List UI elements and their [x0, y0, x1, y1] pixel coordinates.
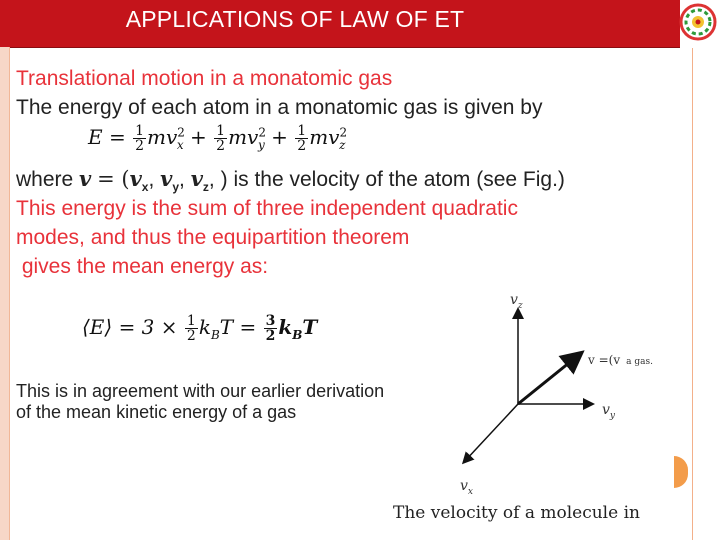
label-vz: $v_z$	[510, 292, 523, 311]
velocity-vector	[518, 354, 580, 404]
equipartition-line-1: This energy is the sum of three independent quadratic	[16, 197, 518, 220]
institution-logo-icon	[676, 0, 720, 48]
eq2-frac-a: $\frac{1}{2}$	[186, 313, 196, 344]
slide-header	[0, 0, 680, 48]
label-vy: $v_y$	[602, 402, 616, 421]
intro-line: The energy of each atom in a monatomic gas is given by	[16, 96, 543, 119]
agreement-line-1: This is in agreement with our earlier derivation	[16, 381, 385, 401]
equipartition-line-2: modes, and thus the equipartition theorem	[16, 226, 410, 249]
left-decorative-strip	[0, 47, 10, 540]
label-vx: $v_x$	[460, 478, 473, 497]
section-heading: Translational motion in a monatomic gas	[16, 67, 393, 90]
energy-equation: E = $\frac{1}{2}$ $mv^2_x$ + $\frac{1}{2}$ $mv^2_y$ + $\frac{1}{2}$ $mv^2_z$	[88, 123, 348, 154]
figure-caption: The velocity of a molecule in	[393, 503, 640, 523]
mean-energy-equation: ⟨E⟩ = 3 × $\frac{1}{2}$ $k_BT$ = $\frac{3}{2}$ $k_BT$	[82, 313, 318, 344]
eq1-frac-b: $\frac{1}{2}$	[216, 123, 226, 154]
x-axis	[464, 404, 518, 462]
eq2-frac-b: $\frac{3}{2}$	[265, 313, 276, 344]
equipartition-line-3: gives the mean energy as:	[16, 255, 269, 278]
vector-label: v =(v a gas.	[588, 353, 653, 367]
eq1-lhs: E =	[88, 125, 126, 149]
eq1-frac-a: $\frac{1}{2}$	[135, 123, 144, 154]
eq1-frac-c: $\frac{1}{2}$	[297, 123, 307, 154]
velocity-definition: where $v = (v_x$, $v_y$, $v_z$, ) is the velocity of the atom (see Fig.)	[16, 166, 565, 195]
agreement-text	[16, 381, 384, 423]
agreement-line-2: of the mean kinetic energy of a gas	[16, 402, 297, 422]
velocity-diagram	[440, 284, 680, 540]
right-border-line	[692, 48, 693, 540]
slide-title: APPLICATIONS OF LAW OF ET	[125, 6, 465, 32]
